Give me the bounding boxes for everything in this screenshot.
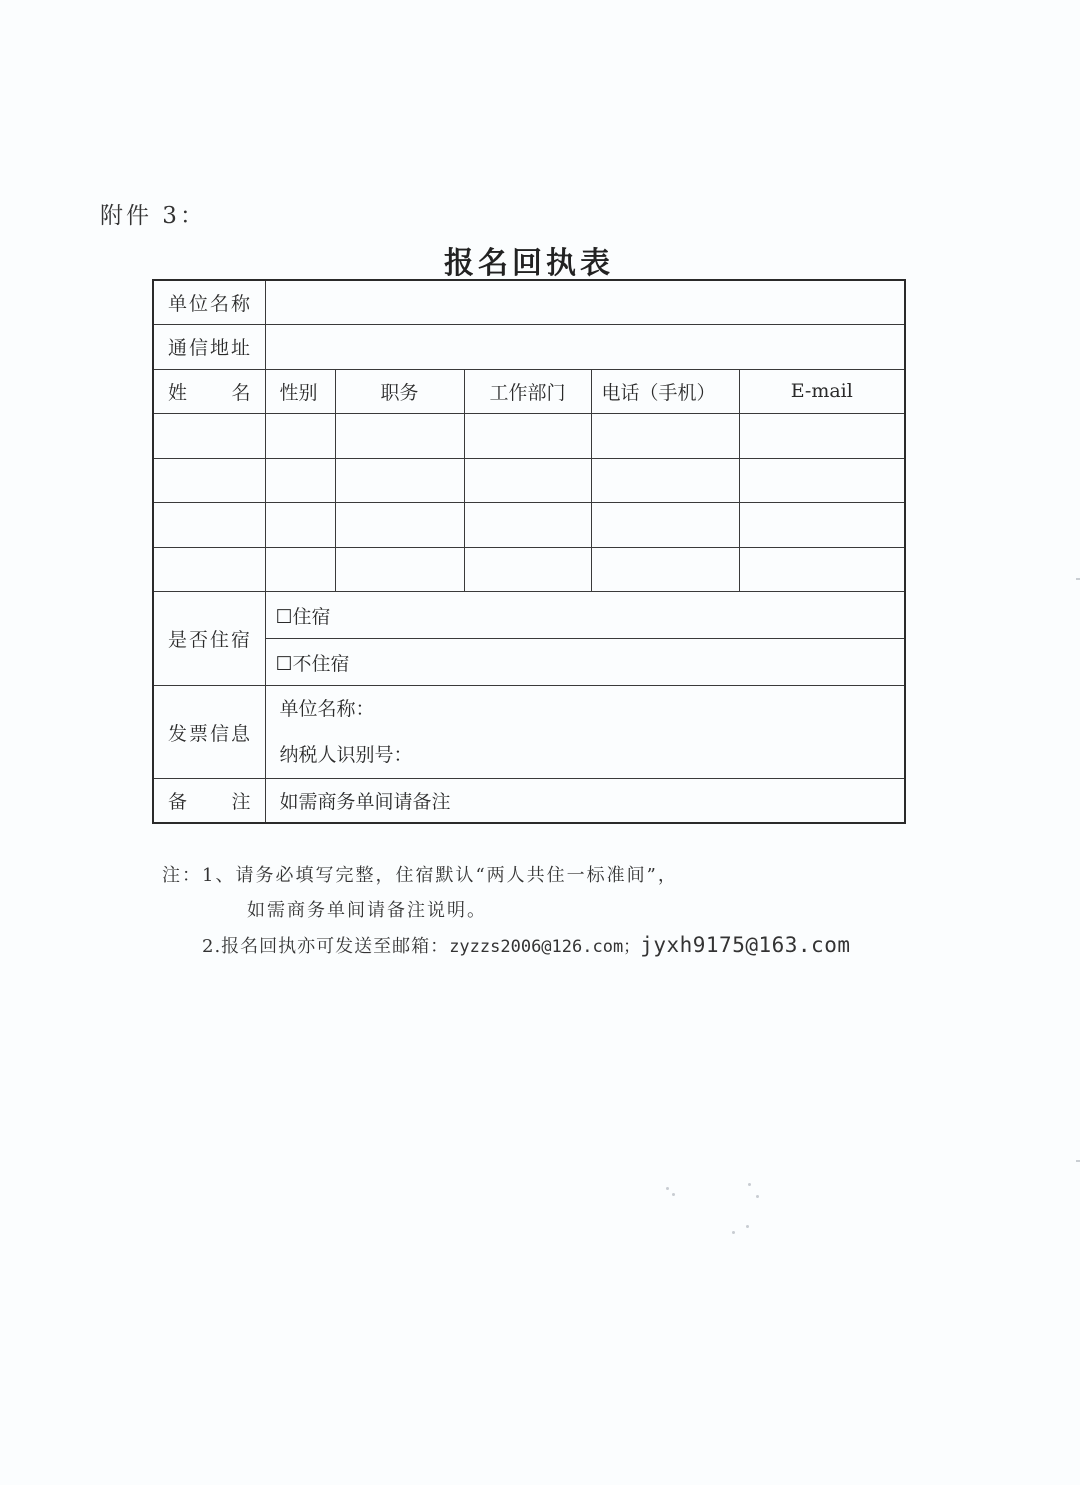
attendee-email-cell[interactable]: [739, 547, 905, 592]
attendee-gender-cell[interactable]: [265, 547, 335, 592]
attendee-gender-cell[interactable]: [265, 458, 335, 503]
attendee-phone-cell[interactable]: [591, 458, 739, 503]
accommodation-no-checkbox[interactable]: ☐不住宿: [275, 652, 350, 675]
note-email-prefix: 2.报名回执亦可发送至邮箱：: [202, 936, 450, 957]
email-address-1: zyzzs2006@126.com；: [449, 937, 641, 957]
attendee-email-cell[interactable]: [739, 458, 905, 503]
scan-edge-mark: [1076, 578, 1080, 580]
name-header-char1: 姓: [168, 381, 188, 404]
attendee-email-cell[interactable]: [739, 414, 905, 459]
attendee-row: [153, 458, 905, 503]
invoice-unit-name-field[interactable]: 单位名称：: [279, 698, 375, 720]
accommodation-label: 是否住宿: [153, 592, 265, 686]
attendee-position-cell[interactable]: [335, 547, 464, 592]
email-address-2: jyxh9175@163.com: [640, 933, 851, 957]
phone-header: 电话（手机）: [591, 369, 739, 414]
scan-specks: [660, 1175, 770, 1245]
note-line-2: 如需商务单间请备注说明。: [247, 900, 487, 921]
invoice-tax-id-field[interactable]: 纳税人识别号：: [279, 744, 413, 766]
remarks-label: [153, 779, 265, 824]
attendee-gender-cell[interactable]: [265, 503, 335, 548]
attendee-name-cell[interactable]: [153, 414, 265, 459]
unit-name-label: 单位名称: [153, 280, 265, 325]
invoice-row: [153, 686, 905, 779]
attendee-department-cell[interactable]: [464, 503, 591, 548]
unit-name-field[interactable]: [265, 280, 905, 325]
accommodation-yes-checkbox[interactable]: ☐住宿: [266, 592, 905, 639]
attendee-department-cell[interactable]: [464, 458, 591, 503]
address-label: 通信地址: [153, 325, 265, 370]
attendee-department-cell[interactable]: [464, 547, 591, 592]
attendee-name-cell[interactable]: [153, 547, 265, 592]
name-header: [153, 369, 265, 414]
header-row: [153, 369, 905, 414]
attendee-row: [153, 414, 905, 459]
form-title: 报名回执表: [444, 246, 614, 281]
unit-name-row: [153, 280, 905, 325]
address-field[interactable]: [265, 325, 905, 370]
accommodation-options: [265, 592, 905, 686]
attendee-row: [153, 547, 905, 592]
note-line-3: [162, 928, 850, 965]
attendee-name-cell[interactable]: [153, 458, 265, 503]
notes-section: [162, 858, 850, 965]
email-header: E-mail: [739, 369, 905, 414]
attendee-email-cell[interactable]: [739, 503, 905, 548]
attendee-row: [153, 503, 905, 548]
scan-edge-mark: [1076, 1160, 1080, 1162]
department-header: 工作部门: [464, 369, 591, 414]
address-row: [153, 325, 905, 370]
remarks-label-char2: 注: [231, 791, 251, 813]
attachment-label: 附件 3：: [100, 203, 206, 229]
gender-header: 性别: [265, 369, 335, 414]
accommodation-row: [153, 592, 905, 686]
attendee-position-cell[interactable]: [335, 458, 464, 503]
invoice-label: 发票信息: [153, 686, 265, 779]
remarks-field[interactable]: 如需商务单间请备注: [265, 779, 905, 824]
remarks-row: [153, 779, 905, 824]
attendee-name-cell[interactable]: [153, 503, 265, 548]
attendee-gender-cell[interactable]: [265, 414, 335, 459]
name-header-char2: 名: [231, 381, 251, 404]
attendee-phone-cell[interactable]: [591, 503, 739, 548]
attendee-phone-cell[interactable]: [591, 547, 739, 592]
attendee-position-cell[interactable]: [335, 414, 464, 459]
attendee-position-cell[interactable]: [335, 503, 464, 548]
remarks-label-char1: 备: [168, 791, 188, 813]
attendee-phone-cell[interactable]: [591, 414, 739, 459]
note-line-1: 注：1、请务必填写完整，住宿默认“两人共住一标准间”，: [162, 865, 678, 886]
invoice-fields: [265, 686, 905, 779]
position-header: 职务: [335, 369, 464, 414]
registration-form-table: [152, 279, 906, 824]
attendee-department-cell[interactable]: [464, 414, 591, 459]
